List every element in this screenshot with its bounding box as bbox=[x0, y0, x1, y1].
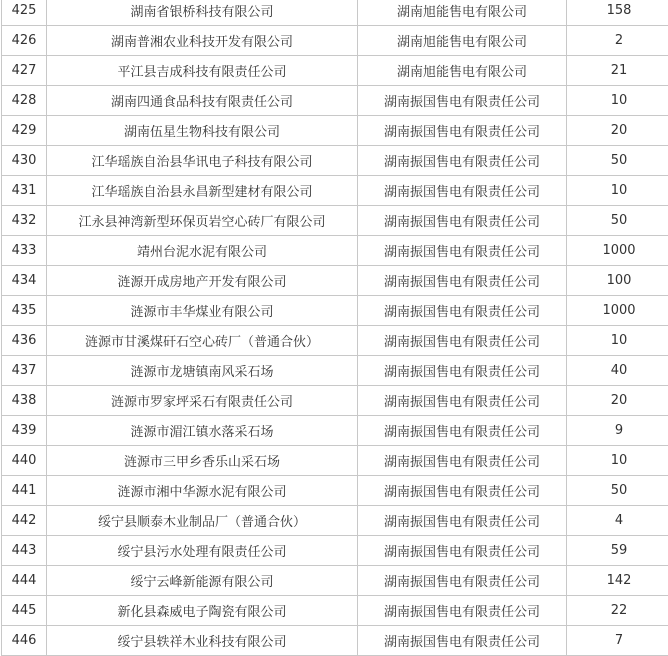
table-row bbox=[2, 596, 668, 626]
table-row bbox=[2, 296, 668, 326]
company-name: 湖南伍星生物科技有限公司 bbox=[47, 116, 358, 146]
quantity: 22 bbox=[567, 596, 668, 626]
row-number: 427 bbox=[2, 56, 47, 86]
row-number: 445 bbox=[2, 596, 47, 626]
company-name: 涟源市三甲乡香乐山采石场 bbox=[47, 446, 358, 476]
table-row bbox=[2, 266, 668, 296]
row-number: 436 bbox=[2, 326, 47, 356]
quantity: 59 bbox=[567, 536, 668, 566]
company-name: 平江县吉成科技有限责任公司 bbox=[47, 56, 358, 86]
seller-name: 湖南振国售电有限责任公司 bbox=[358, 386, 567, 416]
seller-name: 湖南旭能售电有限公司 bbox=[358, 26, 567, 56]
table-row bbox=[2, 416, 668, 446]
row-number: 434 bbox=[2, 266, 47, 296]
table-row bbox=[2, 176, 668, 206]
company-name: 涟源市罗家坪采石有限责任公司 bbox=[47, 386, 358, 416]
company-name: 新化县森威电子陶瓷有限公司 bbox=[47, 596, 358, 626]
quantity: 10 bbox=[567, 446, 668, 476]
company-name: 江华瑶族自治县华讯电子科技有限公司 bbox=[47, 146, 358, 176]
quantity: 50 bbox=[567, 476, 668, 506]
seller-name: 湖南振国售电有限责任公司 bbox=[358, 266, 567, 296]
quantity: 50 bbox=[567, 206, 668, 236]
quantity: 50 bbox=[567, 146, 668, 176]
quantity: 7 bbox=[567, 626, 668, 656]
company-name: 江永县神湾新型环保页岩空心砖厂有限公司 bbox=[47, 206, 358, 236]
company-name: 绥宁县顺泰木业制品厂（普通合伙） bbox=[47, 506, 358, 536]
company-name: 绥宁县轶祥木业科技有限公司 bbox=[47, 626, 358, 656]
row-number: 429 bbox=[2, 116, 47, 146]
company-name: 涟源开成房地产开发有限公司 bbox=[47, 266, 358, 296]
row-number: 428 bbox=[2, 86, 47, 116]
quantity: 20 bbox=[567, 386, 668, 416]
quantity: 10 bbox=[567, 326, 668, 356]
quantity: 40 bbox=[567, 356, 668, 386]
table-row bbox=[2, 206, 668, 236]
table-row bbox=[2, 0, 668, 26]
company-name: 江华瑶族自治县永昌新型建材有限公司 bbox=[47, 176, 358, 206]
quantity: 158 bbox=[567, 0, 668, 26]
seller-name: 湖南振国售电有限责任公司 bbox=[358, 296, 567, 326]
quantity: 1000 bbox=[567, 296, 668, 326]
row-number: 443 bbox=[2, 536, 47, 566]
quantity: 10 bbox=[567, 176, 668, 206]
quantity: 10 bbox=[567, 86, 668, 116]
company-name: 湖南普湘农业科技开发有限公司 bbox=[47, 26, 358, 56]
quantity: 21 bbox=[567, 56, 668, 86]
seller-name: 湖南振国售电有限责任公司 bbox=[358, 506, 567, 536]
seller-name: 湖南振国售电有限责任公司 bbox=[358, 536, 567, 566]
data-table bbox=[1, 0, 668, 656]
row-number: 430 bbox=[2, 146, 47, 176]
table-body bbox=[2, 0, 668, 656]
company-name: 绥宁云峰新能源有限公司 bbox=[47, 566, 358, 596]
table-row bbox=[2, 476, 668, 506]
company-name: 涟源市湘中华源水泥有限公司 bbox=[47, 476, 358, 506]
seller-name: 湖南旭能售电有限公司 bbox=[358, 56, 567, 86]
table-row bbox=[2, 116, 668, 146]
company-name: 绥宁县污水处理有限责任公司 bbox=[47, 536, 358, 566]
table-row bbox=[2, 56, 668, 86]
seller-name: 湖南振国售电有限责任公司 bbox=[358, 566, 567, 596]
row-number: 444 bbox=[2, 566, 47, 596]
seller-name: 湖南振国售电有限责任公司 bbox=[358, 236, 567, 266]
company-name: 涟源市龙塘镇南风采石场 bbox=[47, 356, 358, 386]
company-name: 涟源市丰华煤业有限公司 bbox=[47, 296, 358, 326]
row-number: 442 bbox=[2, 506, 47, 536]
seller-name: 湖南振国售电有限责任公司 bbox=[358, 176, 567, 206]
table-row bbox=[2, 536, 668, 566]
quantity: 1000 bbox=[567, 236, 668, 266]
quantity: 4 bbox=[567, 506, 668, 536]
table-row bbox=[2, 566, 668, 596]
table-row bbox=[2, 26, 668, 56]
table-row bbox=[2, 146, 668, 176]
row-number: 435 bbox=[2, 296, 47, 326]
seller-name: 湖南振国售电有限责任公司 bbox=[358, 356, 567, 386]
seller-name: 湖南振国售电有限责任公司 bbox=[358, 596, 567, 626]
quantity: 142 bbox=[567, 566, 668, 596]
seller-name: 湖南振国售电有限责任公司 bbox=[358, 146, 567, 176]
table-row bbox=[2, 86, 668, 116]
row-number: 433 bbox=[2, 236, 47, 266]
seller-name: 湖南振国售电有限责任公司 bbox=[358, 476, 567, 506]
seller-name: 湖南振国售电有限责任公司 bbox=[358, 626, 567, 656]
row-number: 432 bbox=[2, 206, 47, 236]
quantity: 20 bbox=[567, 116, 668, 146]
seller-name: 湖南振国售电有限责任公司 bbox=[358, 326, 567, 356]
table-row bbox=[2, 236, 668, 266]
seller-name: 湖南振国售电有限责任公司 bbox=[358, 86, 567, 116]
row-number: 441 bbox=[2, 476, 47, 506]
company-name: 涟源市湄江镇水落采石场 bbox=[47, 416, 358, 446]
company-name: 湖南省银桥科技有限公司 bbox=[47, 0, 358, 26]
row-number: 431 bbox=[2, 176, 47, 206]
table-row bbox=[2, 356, 668, 386]
quantity: 2 bbox=[567, 26, 668, 56]
seller-name: 湖南振国售电有限责任公司 bbox=[358, 116, 567, 146]
row-number: 438 bbox=[2, 386, 47, 416]
seller-name: 湖南旭能售电有限公司 bbox=[358, 0, 567, 26]
row-number: 439 bbox=[2, 416, 47, 446]
quantity: 9 bbox=[567, 416, 668, 446]
table-row bbox=[2, 626, 668, 656]
row-number: 426 bbox=[2, 26, 47, 56]
row-number: 437 bbox=[2, 356, 47, 386]
table-row bbox=[2, 386, 668, 416]
company-name: 涟源市甘溪煤矸石空心砖厂（普通合伙） bbox=[47, 326, 358, 356]
table-row bbox=[2, 446, 668, 476]
row-number: 425 bbox=[2, 0, 47, 26]
row-number: 446 bbox=[2, 626, 47, 656]
table-row bbox=[2, 506, 668, 536]
company-name: 靖州台泥水泥有限公司 bbox=[47, 236, 358, 266]
table-row bbox=[2, 326, 668, 356]
seller-name: 湖南振国售电有限责任公司 bbox=[358, 446, 567, 476]
seller-name: 湖南振国售电有限责任公司 bbox=[358, 416, 567, 446]
seller-name: 湖南振国售电有限责任公司 bbox=[358, 206, 567, 236]
quantity: 100 bbox=[567, 266, 668, 296]
row-number: 440 bbox=[2, 446, 47, 476]
company-name: 湖南四通食品科技有限责任公司 bbox=[47, 86, 358, 116]
